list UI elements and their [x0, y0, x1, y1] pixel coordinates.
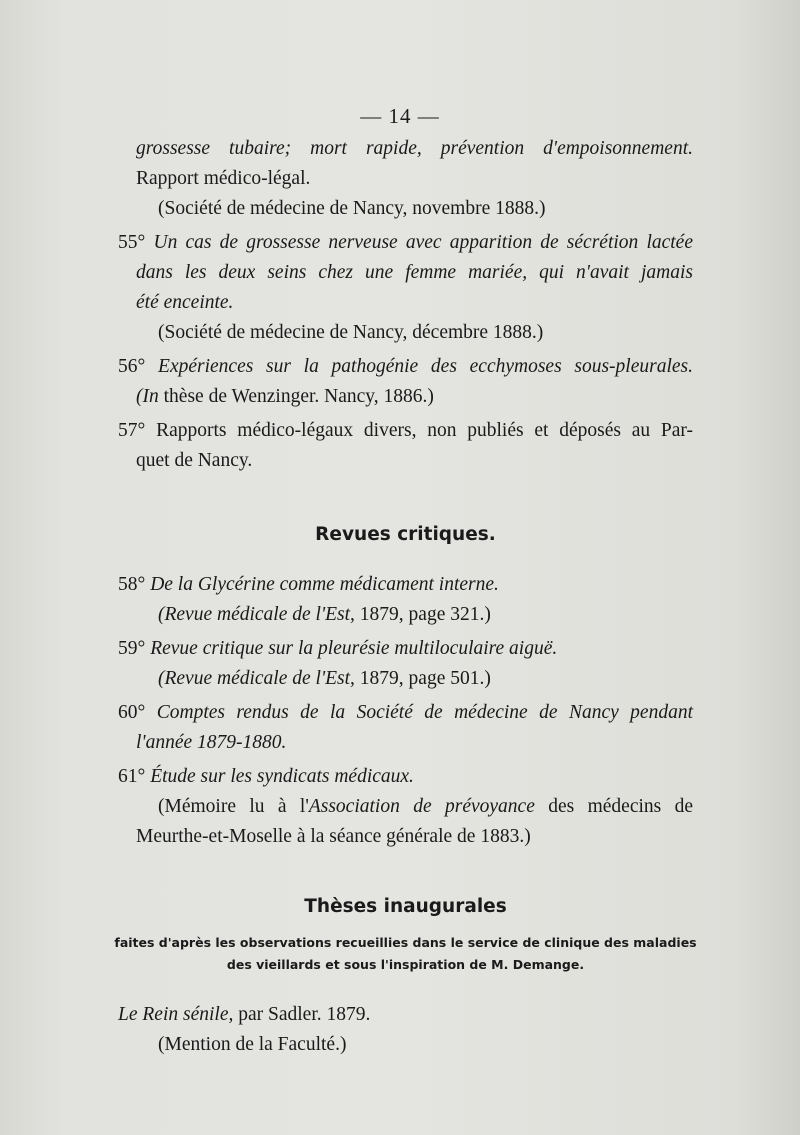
page-number: — 14 —	[360, 104, 440, 128]
entry-59	[118, 634, 693, 694]
entry-56-source-in: (In	[136, 386, 159, 407]
page-content	[114, 134, 697, 1064]
entry-58-title: De la Glycérine comme médicament interne.	[150, 574, 499, 595]
entry-60-title-b: l'année 1879-1880.	[136, 732, 287, 753]
entry-58-number: 58°	[118, 574, 146, 595]
entry-55-title-a: Un cas de grossesse nerveuse avec apparition de sécrétion lactée	[153, 232, 693, 253]
entry-59-journal: (Revue médicale de l'Est,	[158, 668, 355, 689]
entry-57-text-b: quet de Nancy.	[136, 450, 253, 471]
these-note: (Mention de la Faculté.)	[158, 1034, 347, 1055]
entry-56-source: thèse de Wenzinger. Nancy, 1886.)	[163, 386, 434, 407]
entry-60-number: 60°	[118, 702, 146, 723]
entry-55-number: 55°	[118, 232, 146, 253]
entry-54-continuation	[118, 134, 693, 224]
section-heading-revues: Revues critiques.	[315, 524, 496, 545]
entry-57-number: 57°	[118, 420, 146, 441]
theses-subnote-a: faites d'après les observations recueillies dans le service de clinique des maladies	[114, 935, 697, 950]
entry-59-number: 59°	[118, 638, 146, 659]
entry-54-title-end: grossesse tubaire; mort rapide, prévention d'empoisonnement.	[136, 138, 693, 159]
entry-61-source-a: (Mémoire lu à l'	[158, 796, 309, 817]
entry-59-ref: 1879, page 501.)	[359, 668, 491, 689]
entry-61-number: 61°	[118, 766, 146, 787]
entry-56-number: 56°	[118, 356, 146, 377]
entry-56-title: Expériences sur la pathogénie des ecchymoses sous-pleurales.	[158, 356, 693, 377]
theses-subnote	[110, 932, 701, 976]
entry-54-type: Rapport médico-légal.	[136, 168, 311, 189]
entry-60	[118, 698, 693, 758]
these-author: par Sadler. 1879.	[238, 1004, 371, 1025]
entry-57-text-a: Rapports médico-légaux divers, non publiés et déposés au Par-	[156, 420, 694, 441]
these-entry	[118, 1000, 693, 1060]
entry-54-source: (Société de médecine de Nancy, novembre 1888.)	[158, 198, 546, 219]
entry-56	[118, 352, 693, 412]
entry-61-source-c: Meurthe-et-Moselle à la séance générale de 1883.)	[136, 826, 531, 847]
entry-61	[118, 762, 693, 852]
these-title: Le Rein sénile,	[118, 1004, 234, 1025]
entry-58-ref: 1879, page 321.)	[359, 604, 491, 625]
entry-59-title: Revue critique sur la pleurésie multiloculaire aiguë.	[150, 638, 558, 659]
entry-61-source-b: des médecins de	[548, 796, 694, 817]
entry-58	[118, 570, 693, 630]
entry-61-source-assoc: Association de prévoyance	[308, 796, 535, 817]
entry-58-journal: (Revue médicale de l'Est,	[158, 604, 355, 625]
section-heading-theses: Thèses inaugurales	[304, 896, 507, 917]
entry-55	[118, 228, 693, 348]
entry-60-title-a: Comptes rendus de la Société de médecine de Nancy pendant	[156, 702, 693, 723]
entry-61-title: Étude sur les syndicats médicaux.	[150, 766, 414, 787]
entry-55-source: (Société de médecine de Nancy, décembre 1888.)	[158, 322, 544, 343]
entry-55-title-c: été enceinte.	[136, 292, 234, 313]
entry-57	[118, 416, 693, 476]
entry-55-title-b: dans les deux seins chez une femme mariée, qui n'avait jamais	[136, 262, 693, 283]
theses-subnote-b: des vieillards et sous l'inspiration de M. Demange.	[226, 957, 585, 972]
